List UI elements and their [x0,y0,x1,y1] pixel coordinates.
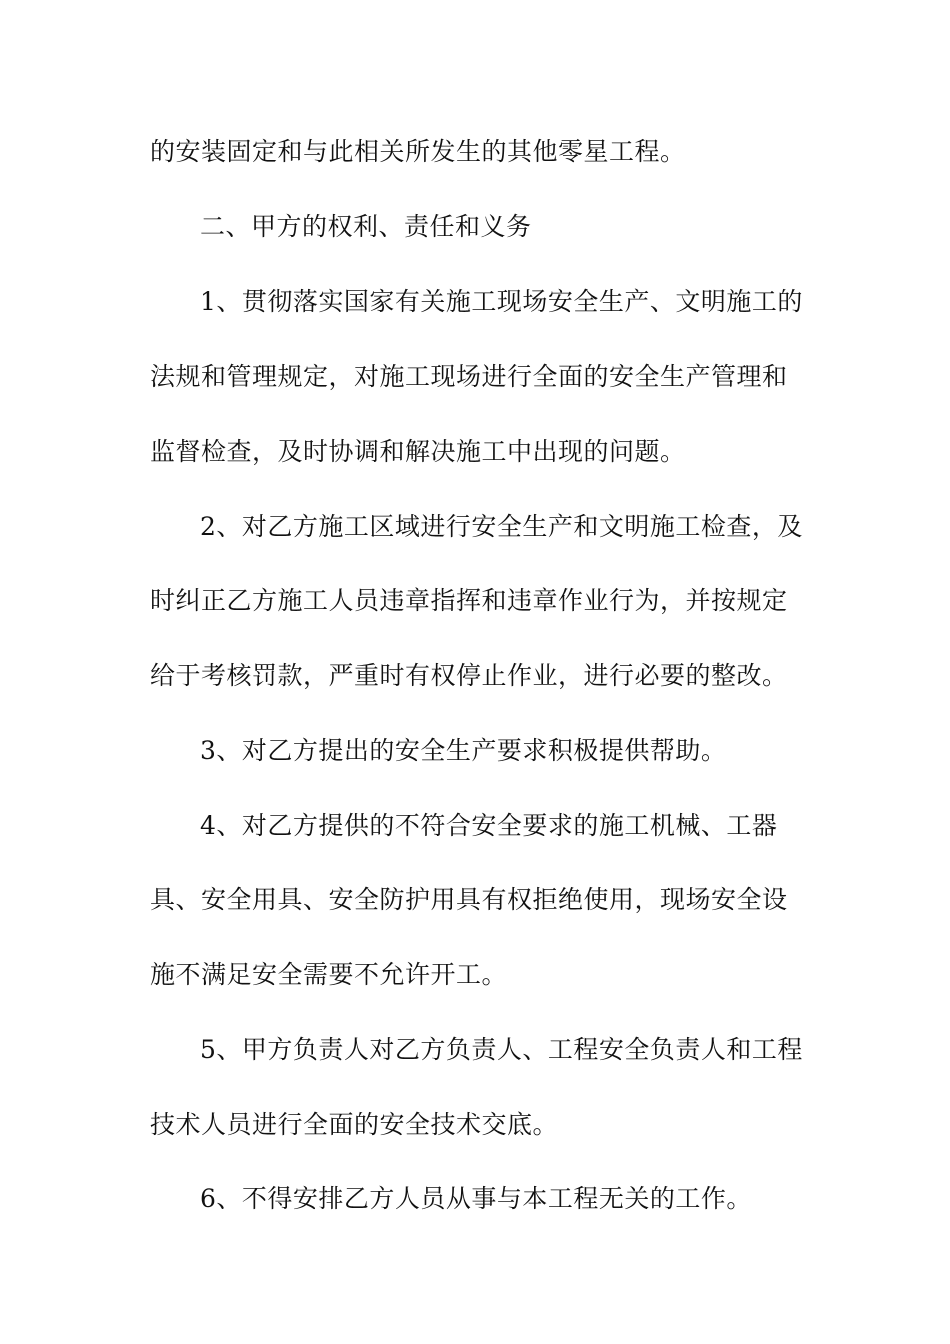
text-line-14: 技术人员进行全面的安全技术交底。 [150,1110,559,1139]
text-line-8: 给于考核罚款，严重时有权停止作业，进行必要的整改。 [150,661,788,690]
text-line-1: 的安装固定和与此相关所发生的其他零星工程。 [150,137,686,166]
text-line-11: 具、安全用具、安全防护用具有权拒绝使用，现场安全设 [150,885,788,914]
text-line-3: 1、贯彻落实国家有关施工现场安全生产、文明施工的 [200,287,803,316]
text-line-15: 6、不得安排乙方人员从事与本工程无关的工作。 [200,1184,752,1213]
section-heading: 二、甲方的权利、责任和义务 [200,212,532,241]
text-line-10: 4、对乙方提供的不符合安全要求的施工机械、工器 [200,811,778,840]
text-line-9: 3、对乙方提出的安全生产要求积极提供帮助。 [200,736,727,765]
text-line-5: 监督检查，及时协调和解决施工中出现的问题。 [150,437,686,466]
text-line-6: 2、对乙方施工区域进行安全生产和文明施工检查，及 [200,512,803,541]
text-line-7: 时纠正乙方施工人员违章指挥和违章作业行为，并按规定 [150,586,788,615]
text-line-12: 施不满足安全需要不允许开工。 [150,960,508,989]
text-line-13: 5、甲方负责人对乙方负责人、工程安全负责人和工程 [200,1035,803,1064]
text-line-4: 法规和管理规定，对施工现场进行全面的安全生产管理和 [150,362,788,391]
